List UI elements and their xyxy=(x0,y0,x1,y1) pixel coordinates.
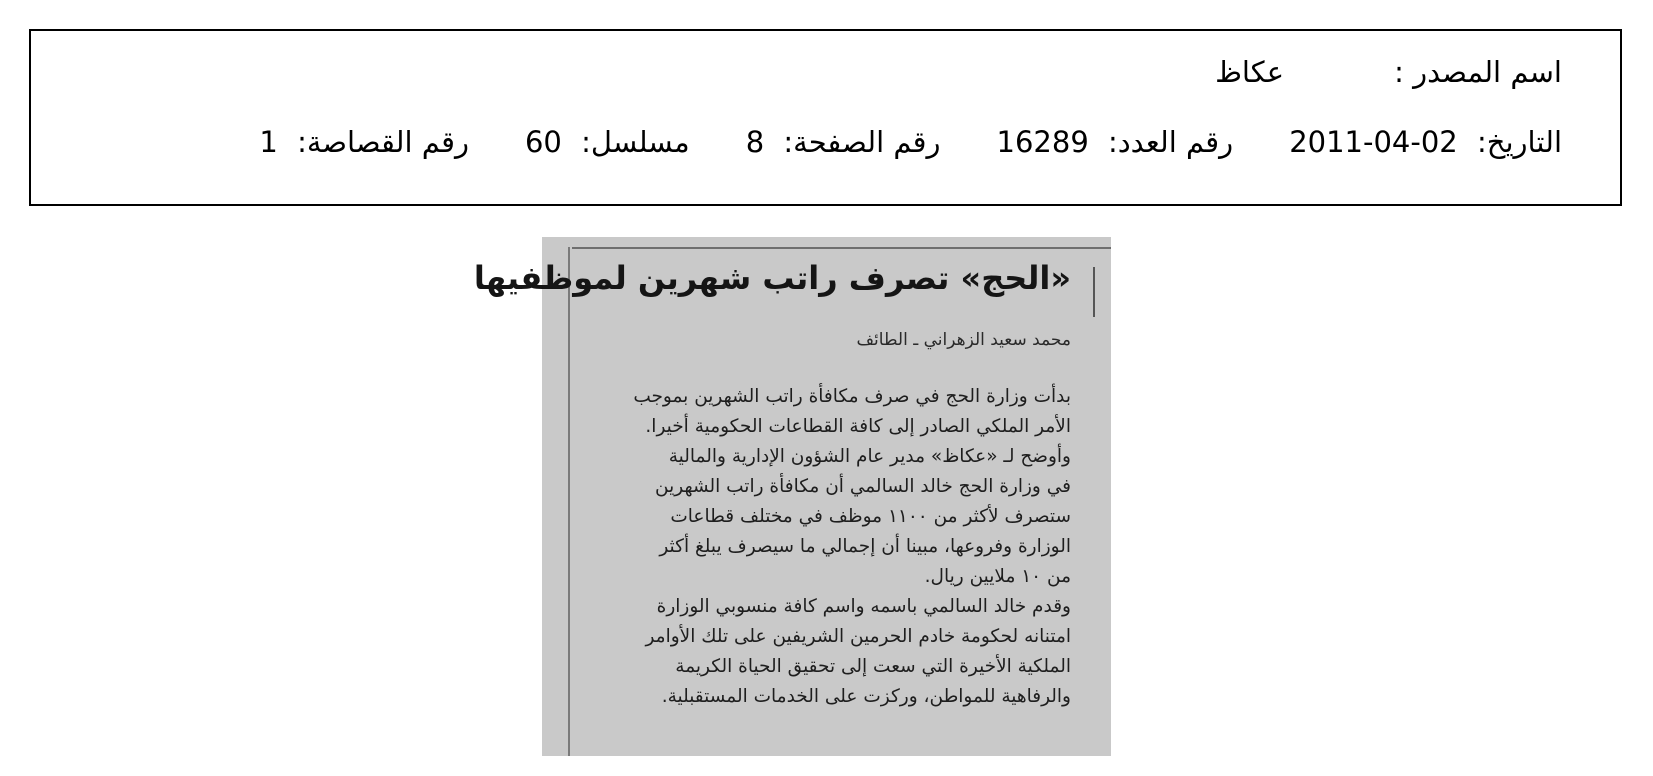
newspaper-clipping xyxy=(473,237,1111,756)
source-label: اسم المصدر : xyxy=(1394,55,1562,89)
article-line: ستصرف لأكثر من ١١٠٠ موظف في مختلف قطاعات xyxy=(670,506,1071,527)
article-line: وأوضح لـ «عكاظ» مدير عام الشؤون الإدارية والمالية xyxy=(668,446,1071,467)
page-value: 8 xyxy=(745,125,765,159)
article-line: في وزارة الحج خالد السالمي أن مكافأة راتب الشهرين xyxy=(655,476,1071,497)
page-field xyxy=(746,125,941,159)
page-label: رقم الصفحة: xyxy=(783,125,941,159)
article-line: الأمر الملكي الصادر إلى كافة القطاعات الحكومية أخيرا. xyxy=(645,416,1071,437)
headline-side-rule xyxy=(1093,267,1095,317)
article-line: الوزارة وفروعها، مبينا أن إجمالي ما سيصرف يبلغ أكثر xyxy=(659,536,1071,557)
clipping-column-rule xyxy=(568,247,570,756)
issue-value: 16289 xyxy=(996,125,1089,159)
clip-number-label: رقم القصاصة: xyxy=(297,125,469,159)
clip-number-field xyxy=(259,125,469,159)
serial-field xyxy=(525,125,690,159)
details-row xyxy=(259,125,1562,159)
date-value: 2011-04-02 xyxy=(1289,125,1458,159)
source-value: عكاظ xyxy=(1215,55,1285,89)
date-label: التاريخ: xyxy=(1476,125,1562,159)
clipping-top-rule xyxy=(572,247,1111,249)
source-metadata-box xyxy=(29,29,1622,206)
source-row xyxy=(1215,55,1562,89)
clip-number-value: 1 xyxy=(259,125,278,159)
article-line: بدأت وزارة الحج في صرف مكافأة راتب الشهرين بموجب xyxy=(633,386,1071,407)
article-byline: محمد سعيد الزهراني ـ الطائف xyxy=(856,330,1071,350)
article-line: وقدم خالد السالمي باسمه واسم كافة منسوبي الوزارة xyxy=(656,596,1071,617)
issue-field xyxy=(997,125,1234,159)
article-body xyxy=(571,382,1071,712)
issue-label: رقم العدد: xyxy=(1108,125,1234,159)
serial-label: مسلسل: xyxy=(581,125,690,159)
article-line: والرفاهية للمواطن، وركزت على الخدمات المستقبلية. xyxy=(661,686,1071,707)
article-line: من ١٠ ملايين ريال. xyxy=(924,566,1071,587)
serial-value: 60 xyxy=(524,125,562,159)
article-line: امتنانه لحكومة خادم الحرمين الشريفين على تلك الأوامر xyxy=(645,626,1071,647)
date-field xyxy=(1289,125,1562,159)
article-line: الملكية الأخيرة التي سعت إلى تحقيق الحياة الكريمة xyxy=(675,656,1071,677)
article-headline: «الحج» تصرف راتب شهرين لموظفيها xyxy=(473,259,1071,297)
